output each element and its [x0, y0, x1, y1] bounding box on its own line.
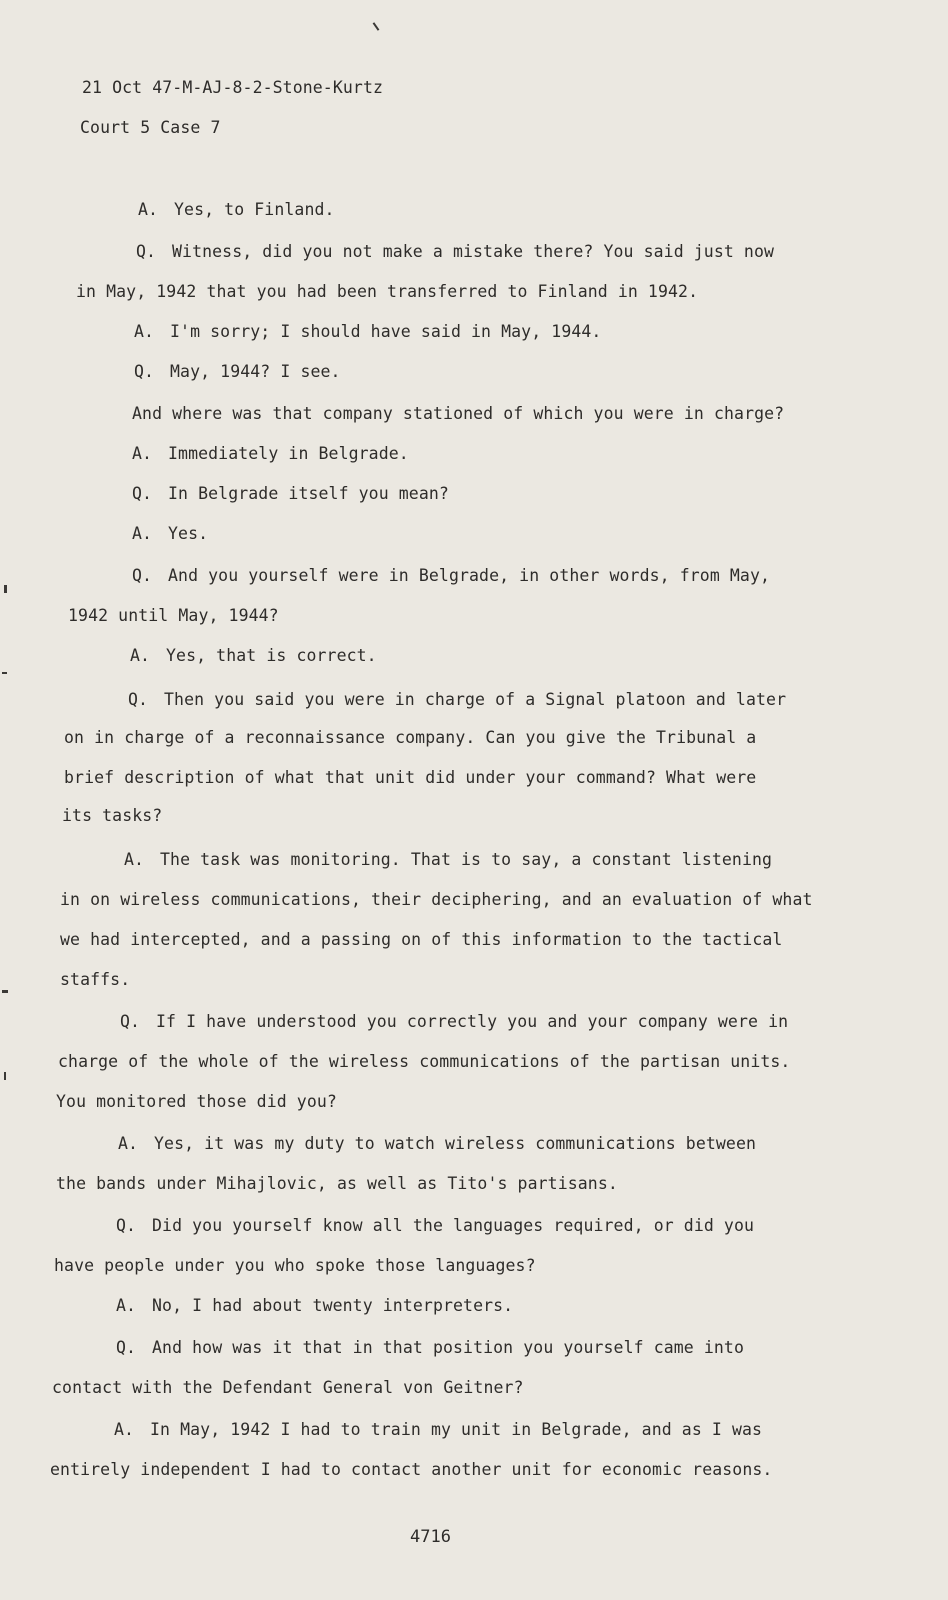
line-text: Yes, to Finland. [174, 200, 335, 219]
margin-mark [4, 585, 7, 593]
speaker-label: A. [114, 1420, 135, 1439]
speaker-label: A. [124, 850, 145, 869]
margin-mark [2, 672, 7, 674]
speaker-label: A. [132, 524, 153, 543]
transcript-line [132, 484, 449, 504]
line-text: in on wireless communications, their deciphering, and an evaluation of what [60, 890, 813, 909]
line-text: its tasks? [62, 806, 163, 825]
transcript-line [114, 1420, 762, 1440]
transcript-line [60, 970, 130, 990]
speaker-label: Q. [116, 1216, 137, 1235]
stray-mark [373, 22, 380, 31]
transcript-line [130, 646, 377, 666]
line-text: And where was that company stationed of which you were in charge? [132, 404, 785, 423]
line-text: You monitored those did you? [56, 1092, 337, 1111]
line-text: have people under you who spoke those languages? [54, 1256, 536, 1275]
line-text: 1942 until May, 1944? [68, 606, 279, 625]
line-text: Then you said you were in charge of a Signal platoon and later [164, 690, 787, 709]
transcript-line [134, 322, 601, 342]
court-case-label: Court 5 Case 7 [80, 118, 221, 137]
transcript-line [124, 850, 772, 870]
line-text: No, I had about twenty interpreters. [152, 1296, 514, 1315]
line-text: Immediately in Belgrade. [168, 444, 409, 463]
speaker-label: A. [134, 322, 155, 341]
line-text: If I have understood you correctly you and your company were in [156, 1012, 789, 1031]
transcript-line [116, 1338, 744, 1358]
transcript-line [136, 242, 774, 262]
line-text: Yes, it was my duty to watch wireless communications between [154, 1134, 757, 1153]
line-text: Did you yourself know all the languages required, or did you [152, 1216, 755, 1235]
line-text: the bands under Mihajlovic, as well as Tito's partisans. [56, 1174, 618, 1193]
speaker-label: A. [138, 200, 159, 219]
transcript-line [128, 690, 786, 710]
line-text: I'm sorry; I should have said in May, 1944. [170, 322, 602, 341]
line-text: Yes, that is correct. [166, 646, 377, 665]
line-text: In May, 1942 I had to train my unit in Belgrade, and as I was [150, 1420, 763, 1439]
line-text: May, 1944? I see. [170, 362, 341, 381]
transcript-line [138, 200, 335, 220]
speaker-label: Q. [116, 1338, 137, 1357]
transcript-line [56, 1092, 337, 1112]
transcript-line [132, 404, 784, 424]
transcript-line [54, 1256, 536, 1276]
speaker-label: A. [130, 646, 151, 665]
line-text: The task was monitoring. That is to say, a constant listening [160, 850, 773, 869]
margin-mark [4, 1072, 6, 1080]
speaker-label: Q. [132, 484, 153, 503]
transcript-line [60, 930, 782, 950]
transcript-line [68, 606, 279, 626]
transcript-line [116, 1216, 754, 1236]
speaker-label: A. [116, 1296, 137, 1315]
transcript-line [58, 1052, 790, 1072]
speaker-label: Q. [128, 690, 149, 709]
document-reference: 21 Oct 47-M-AJ-8-2-Stone-Kurtz [82, 78, 384, 97]
line-text: on in charge of a reconnaissance company. Can you give the Tribunal a [64, 728, 757, 747]
line-text: And you yourself were in Belgrade, in other words, from May, [168, 566, 771, 585]
line-text: Yes. [168, 524, 209, 543]
transcript-line [116, 1296, 513, 1316]
transcript-line [132, 444, 409, 464]
speaker-label: Q. [132, 566, 153, 585]
transcript-line [50, 1460, 772, 1480]
speaker-label: Q. [134, 362, 155, 381]
speaker-label: A. [118, 1134, 139, 1153]
line-text: brief description of what that unit did under your command? What were [64, 768, 757, 787]
page-number: 4716 [410, 1527, 451, 1547]
transcript-line [52, 1378, 524, 1398]
transcript-line [120, 1012, 788, 1032]
line-text: charge of the whole of the wireless communications of the partisan units. [58, 1052, 791, 1071]
transcript-line [64, 768, 756, 788]
transcript-line [62, 806, 162, 826]
line-text: And how was it that in that position you yourself came into [152, 1338, 744, 1357]
transcript-line [132, 524, 208, 544]
line-text: contact with the Defendant General von Geitner? [52, 1378, 524, 1397]
transcript-line [56, 1174, 618, 1194]
line-text: Witness, did you not make a mistake there? You said just now [172, 242, 775, 261]
speaker-label: Q. [136, 242, 157, 261]
transcript-line [64, 728, 756, 748]
transcript-line [76, 282, 698, 302]
line-text: staffs. [60, 970, 131, 989]
line-text: In Belgrade itself you mean? [168, 484, 449, 503]
speaker-label: Q. [120, 1012, 141, 1031]
speaker-label: A. [132, 444, 153, 463]
transcript-line [118, 1134, 756, 1154]
line-text: in May, 1942 that you had been transferred to Finland in 1942. [76, 282, 699, 301]
line-text: entirely independent I had to contact another unit for economic reasons. [50, 1460, 773, 1479]
line-text: we had intercepted, and a passing on of this information to the tactical [60, 930, 783, 949]
margin-mark [2, 990, 8, 993]
transcript-line [132, 566, 770, 586]
transcript-line [60, 890, 813, 910]
transcript-line [134, 362, 341, 382]
